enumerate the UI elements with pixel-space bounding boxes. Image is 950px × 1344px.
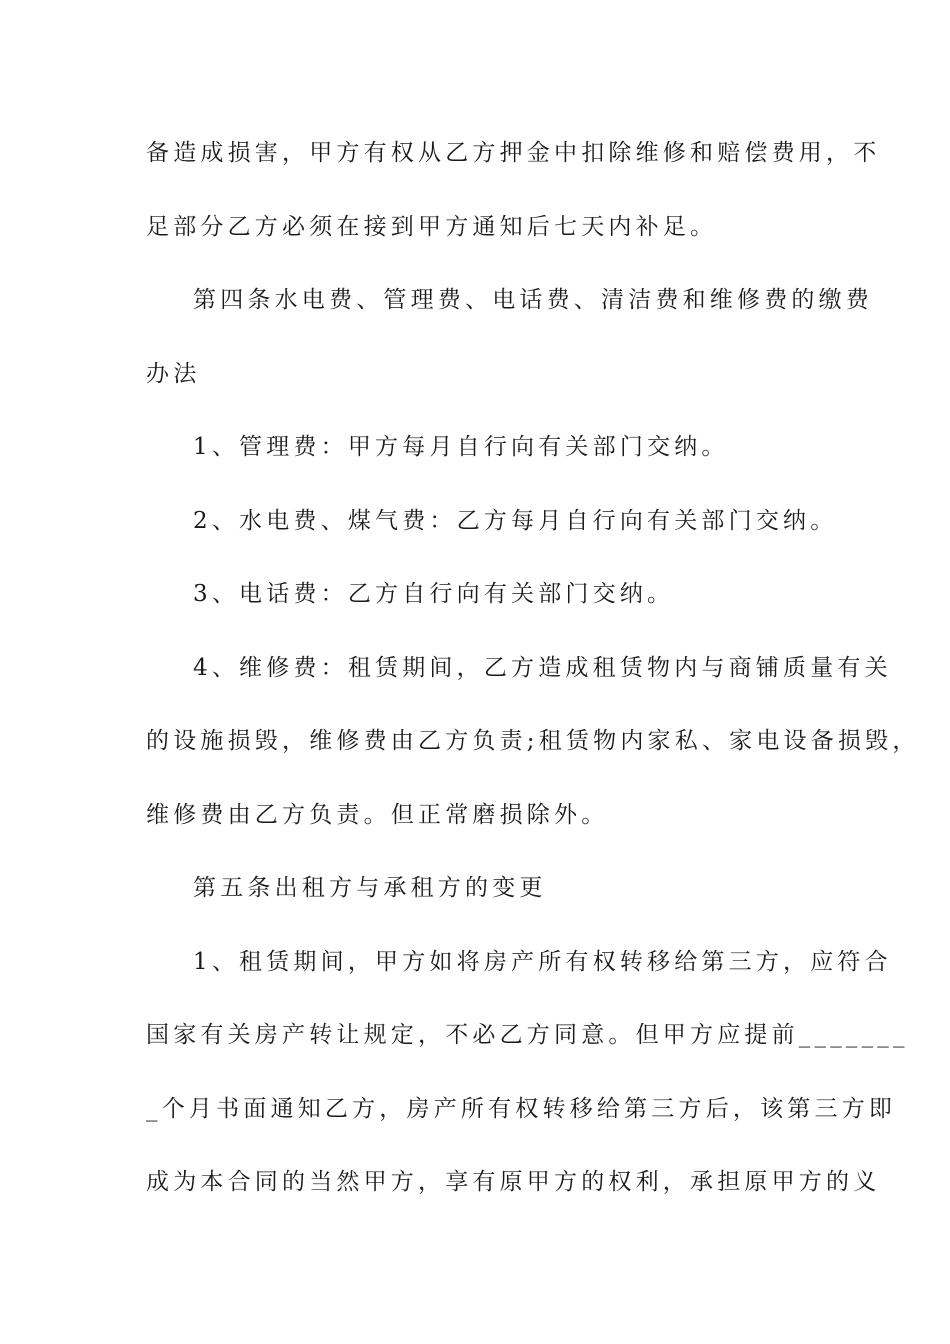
document-body — [146, 128, 920, 1231]
clause-item: 1、租赁期间，甲方如将房产所有权转移给第三方，应符合 — [193, 948, 892, 975]
clause-item: 4、维修费：租赁期间，乙方造成租赁物内与商铺质量有关 — [193, 654, 892, 681]
article-heading-line: 第四条水电费、管理费、电话费、清洁费和维修费的缴费 — [193, 287, 873, 313]
paragraph-line: 维修费由乙方负责。但正常磨损除外。 — [146, 801, 609, 828]
article-heading-line: 第五条出租方与承租方的变更 — [193, 875, 547, 901]
paragraph-line: 成为本合同的当然甲方，享有原甲方的权利，承担原甲方的义 — [146, 1169, 881, 1195]
paragraph-line: 备造成损害，甲方有权从乙方押金中扣除维修和赔偿费用，不 — [146, 140, 881, 166]
paragraph-line: 足部分乙方必须在接到甲方通知后七天内补足。 — [146, 213, 718, 240]
clause-item: 3、电话费：乙方自行向有关部门交纳。 — [193, 581, 675, 607]
clause-item: 2、水电费、煤气费：乙方每月自行向有关部门交纳。 — [193, 507, 838, 534]
paragraph-line: _个月书面通知乙方，房产所有权转移给第三方后，该第三方即 — [146, 1095, 897, 1122]
paragraph-line: 国家有关房产转让规定，不必乙方同意。但甲方应提前_______ — [146, 1022, 909, 1048]
clause-item: 1、管理费：甲方每月自行向有关部门交纳。 — [193, 434, 729, 460]
article-heading-line: 办法 — [146, 360, 201, 387]
paragraph-line: 的设施损毁，维修费由乙方负责;租赁物内家私、家电设备损毁， — [146, 728, 920, 754]
